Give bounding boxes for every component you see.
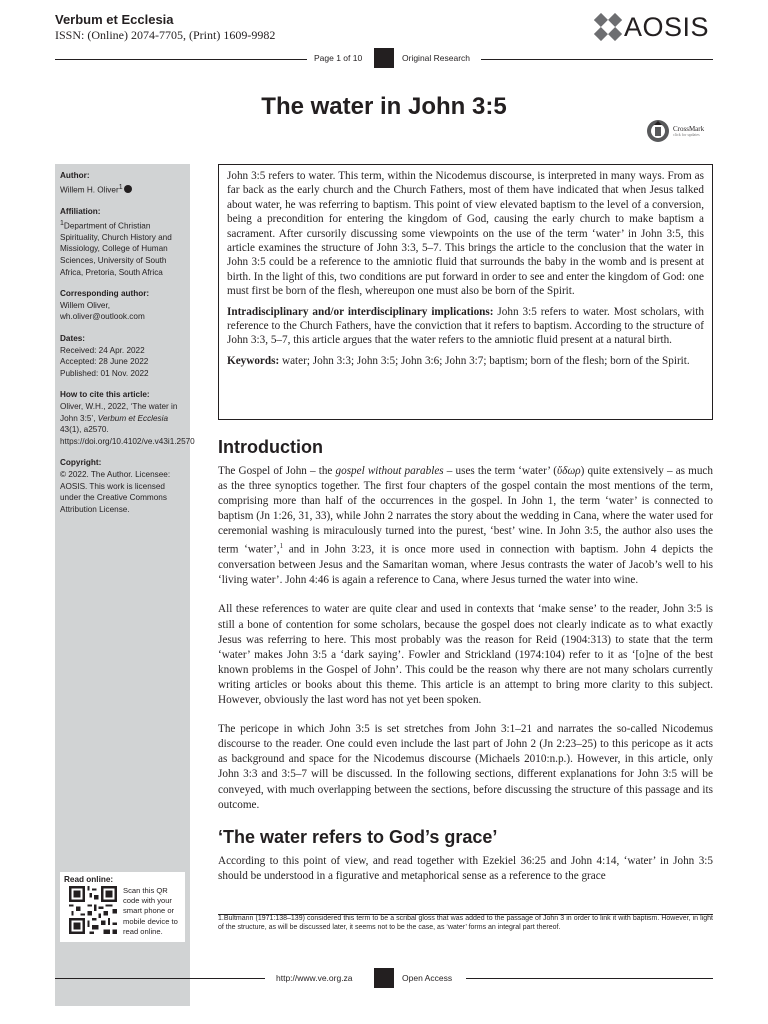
- citation: Oliver, W.H., 2022, ‘The water in John 3:5’, Verbum et Ecclesia 43(1), a2570. https://doi.org/10.4102/ve.v43i1.2570: [60, 401, 195, 446]
- author-name: Willem H. Oliver: [60, 185, 119, 195]
- affiliation-sup: 1: [60, 219, 64, 227]
- journal-title: Verbum et Ecclesia: [55, 12, 174, 27]
- date-published: Published: 01 Nov. 2022: [60, 368, 149, 378]
- crossmark-badge[interactable]: [646, 118, 716, 144]
- copyright-text: © 2022. The Author. Licensee: AOSIS. This work is licensed under the Creative Commons Attribution License.: [60, 469, 171, 514]
- header-rule: [55, 59, 307, 60]
- affiliation-text: Department of Christian Spirituality, Church History and Missiology, College of Human Sciences, University of South Africa, Pretoria, South Africa: [60, 221, 172, 277]
- read-online-label: Read online:: [64, 875, 114, 884]
- section-heading-introduction: Introduction: [218, 437, 323, 457]
- orcid-icon[interactable]: [124, 185, 132, 193]
- cite-label: How to cite this article:: [60, 390, 150, 400]
- intro-paragraph-2: All these references to water are quite clear and used in contexts that ‘make sense’ to the reader, John 3:5 is still a bone of contention for some scholars, because the gospel does not clearly indicate as to what exactly Jesus was referring to here. This most probably was the reason for Reid (1904:313) to state that the term ‘water’ makes John 3:5 a ‘dark saying’. Fowler and Strickland (1974:104) refer to it as ‘[o]ne of the best known problems in the Gospel of John’. This could be the reason why there are not many scholars currently writing articles or books about this theme. This article is an attempt to bring more clarity to this subject. However, obviously the last word has not yet been spoken.: [218, 603, 713, 707]
- header-block: [374, 48, 394, 68]
- abstract-keywords: Keywords: water; John 3:3; John 3:5; John 3:6; John 3:7; baptism; born of the flesh; born of the Spirit.: [227, 354, 690, 367]
- publisher-name: AOSIS: [624, 11, 710, 42]
- abstract-box: [218, 164, 713, 420]
- crossmark-icon: [646, 119, 670, 143]
- crossmark-label: CrossMark: [673, 124, 705, 133]
- section-heading-grace: ‘The water refers to God’s grace’: [218, 826, 498, 847]
- dates-label: Dates:: [60, 334, 86, 343]
- footnote: 1.Bultmann (1971:138–139) considered this term to be a scribal gloss that was added to the passage of John 3 in order to link it with baptism. However, in light of the structure, as will be discussed later, it seems not to be the case, as ‘water’ forms an integral part thereof.: [218, 915, 713, 931]
- intro-paragraph-1: The Gospel of John – the gospel without parables – uses the term ‘water’ (ὕδωρ) quite extensively – as much as the three synoptics together. The first four chapters of the gospel contain the most mentions of the term, comprising more than half of the occurrences in the gospel. In John 1, the term ‘water’ is connected to baptism (Jn 1:26, 31, 33), while John 2 narrates the story about the wedding in Cana, where the water used for ceremonial washing is miraculously turned into the purest, ‘best’ wine. In John 3:5, the author also uses the term ‘water’,$^1$ and in John 3:23, it is once more used in connection with baptism. John 4 depicts the conversation between Jesus and the Samaritan woman, where Jesus contrasts the water of Jacob’s well to his ‘living water’. John 4:46 is again a reference to Cana, where Jesus turned the water into wine.: [218, 465, 714, 587]
- copyright-label: Copyright:: [60, 458, 102, 468]
- header-rule: [481, 59, 713, 60]
- issn: ISSN: (Online) 2074-7705, (Print) 1609-9982: [55, 28, 276, 42]
- crossmark-sub: click for updates: [673, 131, 700, 137]
- intro-paragraph-3: The pericope in which John 3:5 is set stretches from John 3:1–21 and narrates the so-called Nicodemus discourse to the reader. One could even include the last part of John 2 (Jn 2:23–25) to this pericope as it acts as background and space for the Nicodemus discourse (Michaels 2010:n.p.). However, in this article, only John 3:3 and 3:5–7 will be discussed. In the following sections, different explanations for John 3:5 will be conveyed, with much overlapping between the sections, before discussing the structure of this passage and its outcome.: [218, 723, 713, 811]
- read-online-text: Scan this QR code with your smart phone or mobile device to read online.: [123, 886, 178, 936]
- affiliation-label: Affiliation:: [60, 206, 101, 216]
- date-accepted: Accepted: 28 June 2022: [60, 357, 149, 367]
- footer-rule: [55, 978, 265, 979]
- main-text: [218, 437, 713, 898]
- article-type: Original Research: [402, 53, 471, 63]
- page-number: Page 1 of 10: [314, 53, 363, 63]
- sidebar: [55, 164, 195, 1006]
- publisher-logo[interactable]: [594, 12, 716, 42]
- footnote-ref[interactable]: 1: [279, 542, 284, 551]
- footer-access: Open Access: [402, 973, 453, 983]
- footer-block: [374, 968, 394, 988]
- grace-paragraph-1: According to this point of view, and read together with Ezekiel 36:25 and John 4:14, ‘water’ in John 3:5 should be understood in a figurative and metaphorical sense as a reference to the grace: [218, 854, 713, 882]
- author-label: Author:: [60, 171, 90, 180]
- corresponding-label: Corresponding author:: [60, 289, 150, 299]
- corresponding-email[interactable]: wh.oliver@outlook.com: [60, 312, 145, 322]
- abstract-body: John 3:5 refers to water. This term, within the Nicodemus discourse, is interpreted in many ways. From as far back as the early church and the Church Fathers, most of them have indicated that when Jesus talked about water, he was referring to baptism. This point of view elevated baptism to the level of a conversion, being a precondition for entering the kingdom of God, causing the early church to make baptism a sacrament. After cursorily discussing some viewpoints on the use of the term ‘water’ in John 3:5, this article examines the structure of John 3:3, 5–7. This brings the article to the conclusion that the water in John 3:5 could be a reference to the amniotic fluid that surrounds the baby in the womb and is present at birth. In the light of this, two conditions are put forward in order to see and enter the kingdom of God: one must first be born of the flesh, whereupon one must also be born of the Spirit.: [227, 170, 704, 298]
- abstract-implications: Intradisciplinary and/or interdisciplinary implications: John 3:5 refers to water. Most scholars, with reference to the Church Fathers, have the conviction that it refers to baptism. According to the structure of John 3:3, 5–7, this article argues that the water refers to the amniotic fluid present at a natural birth.: [227, 305, 704, 347]
- footer-url[interactable]: http://www.ve.org.za: [276, 973, 353, 983]
- qr-code-icon[interactable]: [69, 886, 117, 934]
- date-received: Received: 24 Apr. 2022: [60, 345, 145, 355]
- footer-rule: [466, 978, 713, 979]
- corresponding-name: Willem Oliver,: [60, 300, 111, 310]
- author-affil-sup: 1: [118, 183, 123, 191]
- article-title: The water in John 3:5: [261, 93, 507, 120]
- aosis-icon: [594, 13, 622, 41]
